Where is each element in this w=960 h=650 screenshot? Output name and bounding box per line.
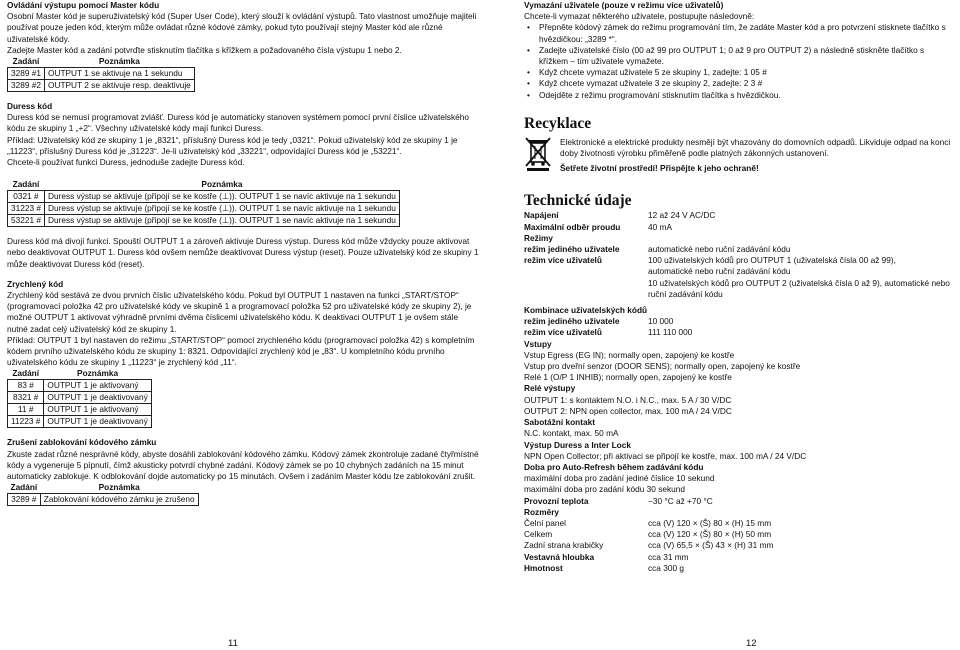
paragraph: Duress kód má divojí funkci. Spouští OUTPUT 1 a zároveň aktivuje Duress výstup. Duress kód může vždycky pouze aktivovat nebo deaktivovat OUTPUT 1. Duress kód ovšem nemůže deaktivovat Duress výstup (reset). Pouze uživatelský kód ze skupiny 1 může deaktivovat Duress kód (reset). — [7, 236, 479, 269]
spec-key: Celkem — [524, 529, 553, 540]
spec-value: 100 uživatelských kódů pro OUTPUT 1 (uživatelská čísla 00 až 99), — [648, 255, 896, 266]
table-master-output — [7, 56, 195, 92]
spec-value — [648, 233, 954, 244]
spec-value: cca 31 mm — [648, 551, 689, 562]
spec-line: Relé 1 (O/P 1 INHIB); normally open, zapojený ke kostře — [524, 372, 732, 383]
table-row — [8, 191, 400, 203]
table-quick-code — [7, 368, 152, 428]
spec-value: −30 °C až +70 °C — [648, 495, 713, 506]
table-unlock — [7, 482, 199, 506]
list-item: • Přepněte kódový zámek do režimu programování tím, že zadáte Master kód a pro potvrzení stisknete tlačítko s hvězdičkou: „3289 *“. — [539, 22, 954, 44]
table-cell: Duress výstup se aktivuje (připojí se ke kostře (⊥)). OUTPUT 1 se navíc aktivuje na 1 sekundu — [45, 191, 400, 203]
spec-key: Hmotnost — [524, 562, 563, 573]
spec-key: režim více uživatelů — [524, 327, 602, 338]
heading-inputs: Vstupy — [524, 338, 552, 349]
recycling-block — [524, 137, 954, 175]
heading-tamper: Sabotážní kontakt — [524, 417, 595, 428]
heading-quick-code: Zrychlený kód — [7, 278, 64, 289]
spec-value: 111 110 000 — [648, 327, 693, 338]
list-item: • Když chcete vymazat uživatele 5 ze skupiny 1, zadejte: 1 05 # — [539, 67, 954, 78]
spec-value: cca 300 g — [648, 562, 684, 573]
spec-key: Zadní strana krabičky — [524, 540, 604, 551]
spec-key: režim jediného uživatele — [524, 244, 620, 255]
table-cell: Duress výstup se aktivuje (připojí se ke kostře (⊥)). OUTPUT 1 se navíc aktivuje na 1 sekundu — [45, 203, 400, 215]
paragraph: Osobní Master kód je superuživatelský kód (Super User Code), který slouží k ovládání výstupů. Tato vlastnost umožňuje majiteli používat pouze jeden kód, kterým může ovládat různé kódové zámky, pokud tyto používají stejný Master kód ale různé uživatelské kódy. — [7, 11, 477, 44]
right-page — [480, 0, 960, 650]
paragraph: Zrychlený kód sestává ze dvou prvních číslic uživatelského kódu. Pokud byl OUTPUT 1 nastaven na funkci „START/STOP“ (programovací položka 42 pro uživatelské kódy ve skupině 1 a programovací položka 52 pro uživatelské kódy ze skupiny 2), je možné OUTPUT 1 aktivovat výhradně prvními dvěma číslicemi uživatelského kódu. K deaktivaci OUTPUT 1 je ovšem stále nutné zadat celý uživatelský kód ze skupiny 1. — [7, 290, 472, 334]
table-cell: Duress výstup se aktivuje (připojí se ke kostře (⊥)). OUTPUT 1 se navíc aktivuje na 1 sekundu — [45, 215, 400, 227]
table-row — [8, 215, 400, 227]
dimensions-grid — [524, 518, 954, 574]
page-number: 11 — [228, 638, 238, 649]
spec-grid — [524, 210, 954, 300]
table-cell: 3289 #1 — [8, 68, 45, 80]
spec-line: OUTPUT 1: s kontaktem N.O. i N.C., max. 5 A / 30 V/DC — [524, 394, 732, 405]
table-header: Zadání — [8, 368, 44, 380]
table-row — [8, 392, 152, 404]
spec-line: Vstup Egress (EG IN); normally open, zapojený ke kostře — [524, 349, 735, 360]
temperature-row — [524, 496, 954, 507]
spec-line: maximální doba pro zadání kódu 30 sekund — [524, 484, 685, 495]
table-cell: 11223 # — [8, 416, 44, 428]
heading-dimensions: Rozměry — [524, 506, 560, 517]
table-cell: 83 # — [8, 380, 44, 392]
spec-value: 10 uživatelských kódů pro OUTPUT 2 (uživatelská čísla 0 až 9), automatické nebo ruční zadávání kódu — [648, 277, 950, 299]
spec-line: maximální doba pro zadání jediné číslice 10 sekund — [524, 473, 715, 484]
list-item: • Odejděte z režimu programování stisknutím tlačítka s hvězdičkou. — [539, 90, 954, 101]
spec-key: Maximální odběr proudu — [524, 221, 621, 232]
spec-key: režim jediného uživatele — [524, 316, 620, 327]
heading-auto-refresh: Doba pro Auto-Refresh během zadávání kódu — [524, 461, 704, 472]
spec-value: cca (V) 120 × (Š) 80 × (H) 15 mm — [648, 517, 772, 528]
table-row — [8, 380, 152, 392]
spec-value: 40 mA — [648, 221, 672, 232]
spec-line: NPN Open Collector; při aktivaci se připojí ke kostře, max. 100 mA / 24 V/DC — [524, 450, 807, 461]
table-row — [8, 404, 152, 416]
table-cell: OUTPUT 1 je aktivovaný — [44, 380, 151, 392]
table-cell: OUTPUT 1 je aktivovaný — [44, 404, 151, 416]
table-row — [8, 80, 195, 92]
combinations-grid — [524, 316, 954, 338]
list-item: • Když chcete vymazat uživatele 3 ze skupiny 2, zadejte: 2 3 # — [539, 78, 954, 89]
paragraph: Chcete-li vymazat některého uživatele, postupujte následovně: — [524, 11, 755, 22]
table-cell: 53221 # — [8, 215, 45, 227]
spec-value: cca (V) 65,5 × (Š) 43 × (H) 31 mm — [648, 540, 774, 551]
table-header: Zadání — [8, 56, 45, 68]
paragraph: Elektronické a elektrické produkty nesmějí být vhazovány do domovních odpadů. Likviduje odpad na konci doby životnosti výrobku přiměřeně podle platných zákonných ustanovení. — [560, 136, 951, 159]
heading-master-output: Ovládání výstupu pomocí Master kódu — [7, 0, 160, 10]
spec-key: Napájení — [524, 210, 559, 221]
spec-value: cca (V) 120 × (Š) 80 × (H) 50 mm — [648, 529, 772, 540]
table-cell: 8321 # — [8, 392, 44, 404]
page-number: 12 — [746, 638, 757, 649]
spec-line: N.C. kontakt, max. 50 mA — [524, 428, 619, 439]
table-header: Zadání — [8, 179, 45, 191]
spec-key — [524, 278, 648, 300]
paragraph: Zadejte Master kód a zadání potvrďte stisknutím tlačítka s křížkem a požadovaného čísla výstupu 1 nebo 2. — [7, 44, 402, 55]
table-row — [8, 494, 199, 506]
paragraph: Chcete-li používat funkci Duress, jednoduše zadejte Duress kód. — [7, 157, 245, 168]
heading-duress-output: Výstup Duress a Inter Lock — [524, 439, 631, 450]
table-duress — [7, 179, 400, 227]
table-row — [8, 203, 400, 215]
spec-value: automatické nebo ruční zadávání kódu — [648, 244, 791, 255]
recycling-note: Šetřete životní prostředí! Přispějte k jeho ochraně! — [560, 163, 759, 174]
spec-line: OUTPUT 2: NPN open collector, max. 100 mA / 24 V/DC — [524, 405, 732, 416]
table-cell: OUTPUT 1 se aktivuje na 1 sekundu — [45, 68, 195, 80]
table-cell: 0321 # — [8, 191, 45, 203]
table-cell: Zablokování kódového zámku je zrušeno — [40, 494, 198, 506]
spec-key: Režimy — [524, 232, 554, 243]
table-cell: OUTPUT 1 je deaktivovaný — [44, 416, 151, 428]
spec-line: Vstup pro dveřní senzor (DOOR SENS); normally open, zapojený ke kostře — [524, 361, 801, 372]
heading-tech-data: Technické údaje — [524, 192, 632, 210]
heading-recycling: Recyklace — [524, 114, 592, 132]
table-cell: 3289 # — [8, 494, 41, 506]
table-cell: 11 # — [8, 404, 44, 416]
heading-delete-user: Vymazání uživatele (pouze v režimu více uživatelů) — [524, 0, 724, 10]
spec-key: Vestavná hloubka — [524, 551, 595, 562]
paragraph: Příklad: Uživatelský kód ze skupiny 1 je „8321“, příslušný Duress kód je tedy „0321“. Pokud uživatelský kód ze skupiny 1 je „11223“, příslušný Duress kód je „31223“. Je-li uživatelský kód „33221“, odpovídající Duress kód je „53221“. — [7, 134, 458, 156]
table-header: Poznámka — [98, 482, 140, 493]
paragraph: Duress kód se nemusí programovat zvlášť. Duress kód je automaticky stanoven systémem pomocí první číslice uživatelského kódu ze skupiny 1 „+2“. Všechny uživatelské kódy mají funkci Duress. — [7, 112, 469, 134]
paragraph: Zkuste zadat různé nesprávné kódy, abyste dosáhli zablokování kódového zámku. Kódový zámek zkontroluje zadané čtyřmístné kódy a vygeneruje 5 pípnutí, čímž akusticky potvrdí chybné zadání. Kódový zámek se po 10 chybných zadáních na 15 minut automaticky zablokuje. K odblokování dojde automaticky po 15 minutách. Ovšem i zadáním Master kódu lze zablokování zrušit. — [7, 448, 479, 482]
spec-value: 12 až 24 V AC/DC — [648, 210, 716, 221]
table-cell: OUTPUT 2 se aktivuje resp. deaktivuje — [45, 80, 195, 92]
spec-value: automatické nebo ruční zadávání kódu — [648, 266, 791, 277]
heading-relay: Relé výstupy — [524, 383, 576, 394]
heading-combinations: Kombinace uživatelských kódů — [524, 305, 648, 316]
heading-duress: Duress kód — [7, 101, 53, 112]
paragraph: Příklad: OUTPUT 1 byl nastaven do režimu „START/STOP“ pomocí zrychleného kódu (programovací položka 42) s kompletním kódem prvního uživatelského kódu ze skupiny 1: 8321. Odpovídající zrychlený kód je „83“. U kompletního kódu prvního uživatelského kódu ze skupiny 1 „11223“ je zrychlený kód „11“. — [7, 334, 475, 368]
table-header: Zadání — [8, 482, 41, 494]
spec-key: Provozní teplota — [524, 495, 589, 506]
spec-key — [524, 266, 648, 277]
table-header: Poznámka — [77, 368, 119, 379]
spec-value: 10 000 — [648, 316, 674, 327]
spec-key: režim více uživatelů — [524, 255, 602, 266]
table-header: Poznámka — [201, 179, 243, 190]
heading-unlock: Zrušení zablokování kódového zámku — [7, 437, 157, 448]
crossed-bin-icon — [524, 137, 552, 171]
spec-key: Čelní panel — [524, 517, 566, 528]
list-item: • Zadejte uživatelské číslo (00 až 99 pro OUTPUT 1; 0 až 9 pro OUTPUT 2) a následně stiskněte tlačítko s křížkem – tím uživatele vymažete. — [539, 45, 954, 67]
table-cell: 3289 #2 — [8, 80, 45, 92]
table-cell: 31223 # — [8, 203, 45, 215]
delete-user-list — [524, 22, 954, 100]
table-row — [8, 68, 195, 80]
table-header: Poznámka — [98, 56, 140, 67]
table-cell: OUTPUT 1 je deaktivovaný — [44, 392, 151, 404]
table-row — [8, 416, 152, 428]
